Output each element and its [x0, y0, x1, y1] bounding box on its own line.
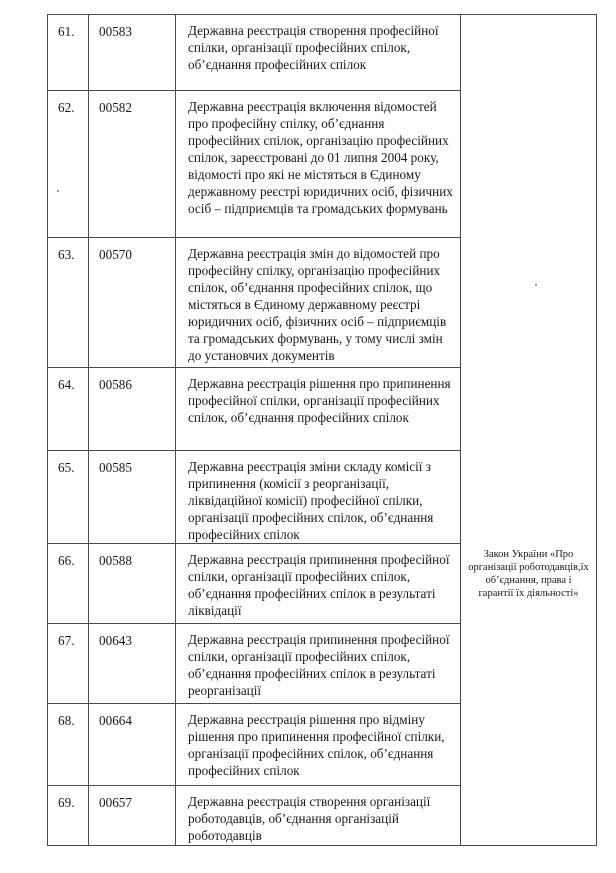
service-description-cell — [176, 544, 461, 624]
service-code-cell — [89, 544, 176, 624]
service-description: Державна реєстрація припинення професійної спілки, організації професійних спілок, об’єднання професійних спілок в результаті реорганізації — [188, 632, 450, 698]
service-code-cell — [89, 15, 176, 91]
row-number-cell — [48, 544, 89, 624]
service-description-cell — [176, 15, 461, 91]
row-number: 67. — [58, 633, 75, 648]
service-description-cell — [176, 91, 461, 238]
row-number-cell — [48, 91, 89, 238]
service-code: 00664 — [99, 713, 132, 728]
service-code: 00583 — [99, 24, 132, 39]
service-description-cell — [176, 786, 461, 846]
service-code-cell — [89, 238, 176, 368]
row-number: 66. — [58, 553, 75, 568]
service-description-cell — [176, 238, 461, 368]
service-description-cell — [176, 368, 461, 451]
service-description: Державна реєстрація створення професійної спілки, організації професійних спілок, об’єднання професійних спілок — [188, 23, 439, 72]
service-description: Державна реєстрація рішення про припинення професійної спілки, організації професійних спілок, об’єднання професійних спілок — [188, 376, 451, 425]
scan-speck — [535, 284, 537, 286]
service-code-cell — [89, 451, 176, 544]
service-code-cell — [89, 786, 176, 846]
law-reference-cell — [461, 15, 597, 846]
service-description: Державна реєстрація створення організації роботодавців, об’єднання організацій роботодавців — [188, 794, 431, 843]
service-code: 00585 — [99, 460, 132, 475]
row-number-cell — [48, 786, 89, 846]
row-number: 63. — [58, 247, 75, 262]
service-code: 00657 — [99, 795, 132, 810]
service-code-cell — [89, 91, 176, 238]
law-reference: Закон України «Про організації роботодавців,їх об’єднання, права і гарантії їх діяльності» — [468, 549, 589, 599]
row-number: 61. — [58, 24, 75, 39]
row-number: 65. — [58, 460, 75, 475]
row-number-cell — [48, 624, 89, 704]
scan-speck — [57, 190, 59, 192]
service-code-cell — [89, 624, 176, 704]
service-description: Державна реєстрація включення відомостей про професійну спілку, об’єднання професійних спілок, організацію професійних спілок, зареєстровані до 01 липня 2004 року, відомості про які не містяться в Єдиному державному реєстрі юридичних осіб, фізичних осіб – підприємців та громадських формувань — [188, 99, 453, 216]
service-code: 00582 — [99, 100, 132, 115]
service-description-cell — [176, 451, 461, 544]
service-description: Державна реєстрація змін до відомостей про професійну спілку, організацію професійних спілок, об’єднання професійних спілок, що містяться в Єдиному державному реєстрі юридичних осіб, фізичних осіб – підприємців та громадських формувань, у тому числі змін до установчих документів — [188, 246, 447, 363]
row-number: 68. — [58, 713, 75, 728]
service-code: 00643 — [99, 633, 132, 648]
service-code-cell — [89, 704, 176, 786]
registry-table — [47, 14, 597, 846]
service-code: 00570 — [99, 247, 132, 262]
service-description: Державна реєстрація рішення про відміну рішення про припинення професійної спілки, організації професійних спілок, об’єднання професійних спілок — [188, 712, 445, 778]
row-number: 64. — [58, 377, 75, 392]
row-number: 62. — [58, 100, 75, 115]
table-row — [48, 15, 597, 91]
row-number-cell — [48, 15, 89, 91]
service-description: Державна реєстрація зміни складу комісії з припинення (комісії з реорганізації, ліквідаційної комісії) професійної спілки, організації професійних спілок, об’єднання професійних спілок — [188, 459, 434, 542]
service-description: Державна реєстрація припинення професійної спілки, організації професійних спілок, об’єднання професійних спілок в результаті ліквідації — [188, 552, 450, 618]
row-number-cell — [48, 451, 89, 544]
service-code: 00588 — [99, 553, 132, 568]
row-number-cell — [48, 238, 89, 368]
service-description-cell — [176, 704, 461, 786]
service-code: 00586 — [99, 377, 132, 392]
row-number-cell — [48, 368, 89, 451]
row-number-cell — [48, 704, 89, 786]
service-description-cell — [176, 624, 461, 704]
row-number: 69. — [58, 795, 75, 810]
service-code-cell — [89, 368, 176, 451]
